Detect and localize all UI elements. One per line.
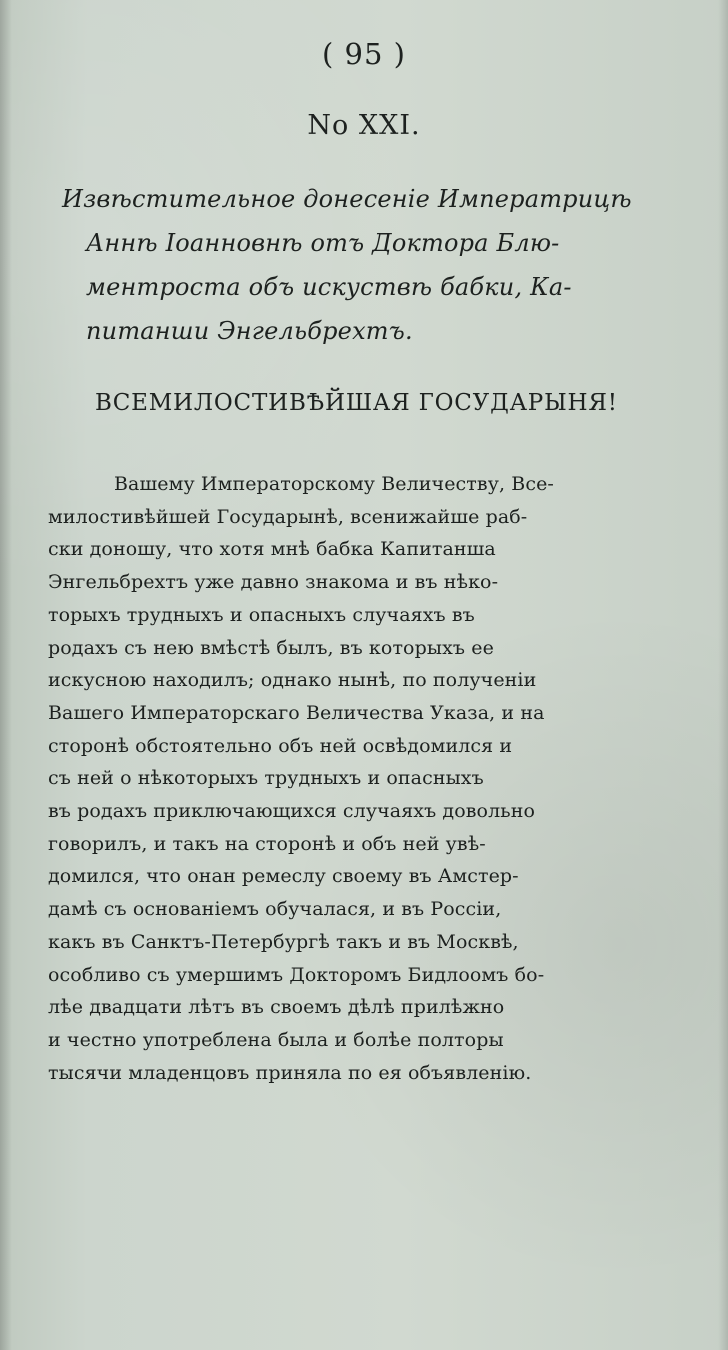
body-line: въ родахъ приключающихся случаяхъ довольно — [48, 800, 536, 823]
body-line: особливо съ умершимъ Докторомъ Бидлоомъ бо- — [48, 963, 545, 986]
body-line: говорилъ, и такъ на сторонѣ и объ ней увѣ- — [48, 832, 486, 855]
document-number: No XXI. — [307, 110, 421, 141]
page-left-shadow — [0, 0, 12, 1350]
body-line: и честно употреблена была и болѣе полторы — [48, 1028, 504, 1051]
body-line: родахъ съ нею вмѣстѣ былъ, въ которыхъ ее — [48, 636, 494, 659]
body-line: искусною находилъ; однако нынѣ, по полученiи — [48, 669, 537, 692]
body-line: Энгельбрехтъ уже давно знакома и въ нѣко- — [48, 571, 499, 594]
body-line: тысячи младенцовъ приняла по ея объявленiю. — [48, 1061, 532, 1084]
title-line: Аннѣ Iоанновнѣ отъ Доктора Блю- — [86, 229, 560, 257]
body-line: ски доношу, что хотя мнѣ бабка Капитанша — [48, 538, 496, 561]
body-line: лѣе двадцати лѣтъ въ своемъ дѣлѣ прилѣжно — [48, 996, 505, 1019]
body-line: Вашего Императорскаго Величества Указа, и на — [48, 701, 545, 724]
body-line: какъ въ Санктъ-Петербургѣ такъ и въ Москвѣ, — [48, 930, 519, 953]
title-line: ментроста объ искуствѣ бабки, Ка- — [86, 273, 572, 301]
body-line: домился, что онан ремеслу своему въ Амстер- — [48, 865, 519, 888]
body-line: сторонѣ обстоятельно объ ней освѣдомился и — [48, 734, 513, 757]
salutation: ВСЕМИЛОСТИВѢЙШАЯ ГОСУДАРЫНЯ! — [95, 390, 618, 416]
title-line: питанши Энгельбрехтъ. — [86, 317, 413, 345]
page-number: ( 95 ) — [322, 37, 406, 71]
body-line: съ ней о нѣкоторыхъ трудныхъ и опасныхъ — [48, 767, 484, 790]
body-line: милостивѣйшей Государынѣ, всенижайше раб- — [48, 505, 528, 528]
document-title — [38, 177, 688, 353]
body-line: дамѣ съ основанiемъ обучалася, и въ Россiи, — [48, 898, 502, 921]
body-line: торыхъ трудныхъ и опасныхъ случаяхъ въ — [48, 603, 475, 626]
letter-body — [48, 468, 690, 1089]
page-right-edge — [718, 0, 728, 1350]
title-line: Извѣстительное донесенiе Императрицѣ — [62, 185, 632, 213]
body-line: Вашему Императорскому Величеству, Все- — [114, 473, 554, 495]
